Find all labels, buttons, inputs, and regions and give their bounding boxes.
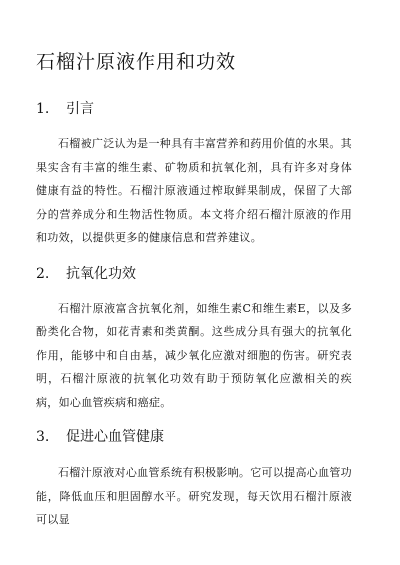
- section-number: 1.: [36, 101, 50, 117]
- section-title: 促进心血管健康: [66, 429, 164, 445]
- section-title: 引言: [66, 101, 94, 117]
- document-title: 石榴汁原液作用和功效: [36, 51, 237, 73]
- section-heading-introduction: [36, 99, 352, 119]
- section-paragraph-antioxidant: 石榴汁原液富含抗氧化剂，如维生素C和维生素E，以及多酚类化合物，如花青素和类黄酮。这些成分具有强大的抗氧化作用，能够中和自由基，减少氧化应激对细胞的伤害。研究表明，石榴汁原液的抗氧化功效有助于预防氧化应激相关的疾病，如心血管疾病和癌症。: [36, 301, 352, 409]
- section-heading-cardiovascular: [36, 427, 352, 447]
- section-paragraph-introduction: 石榴被广泛认为是一种具有丰富营养和药用价值的水果。其果实含有丰富的维生素、矿物质和抗氧化剂，具有许多对身体健康有益的特性。石榴汁原液通过榨取鲜果制成，保留了大部分的营养成分和生物活性物质。本文将介绍石榴汁原液的作用和功效，以提供更多的健康信息和营养建议。: [36, 137, 352, 244]
- section-paragraph-cardiovascular: 石榴汁原液对心血管系统有积极影响。它可以提高心血管功能，降低血压和胆固醇水平。研究发现，每天饮用石榴汁原液可以显: [36, 466, 352, 526]
- section-heading-antioxidant: [36, 264, 352, 284]
- section-number: 3.: [36, 429, 50, 445]
- section-title: 抗氧化功效: [66, 265, 136, 282]
- section-number: 2.: [36, 265, 50, 282]
